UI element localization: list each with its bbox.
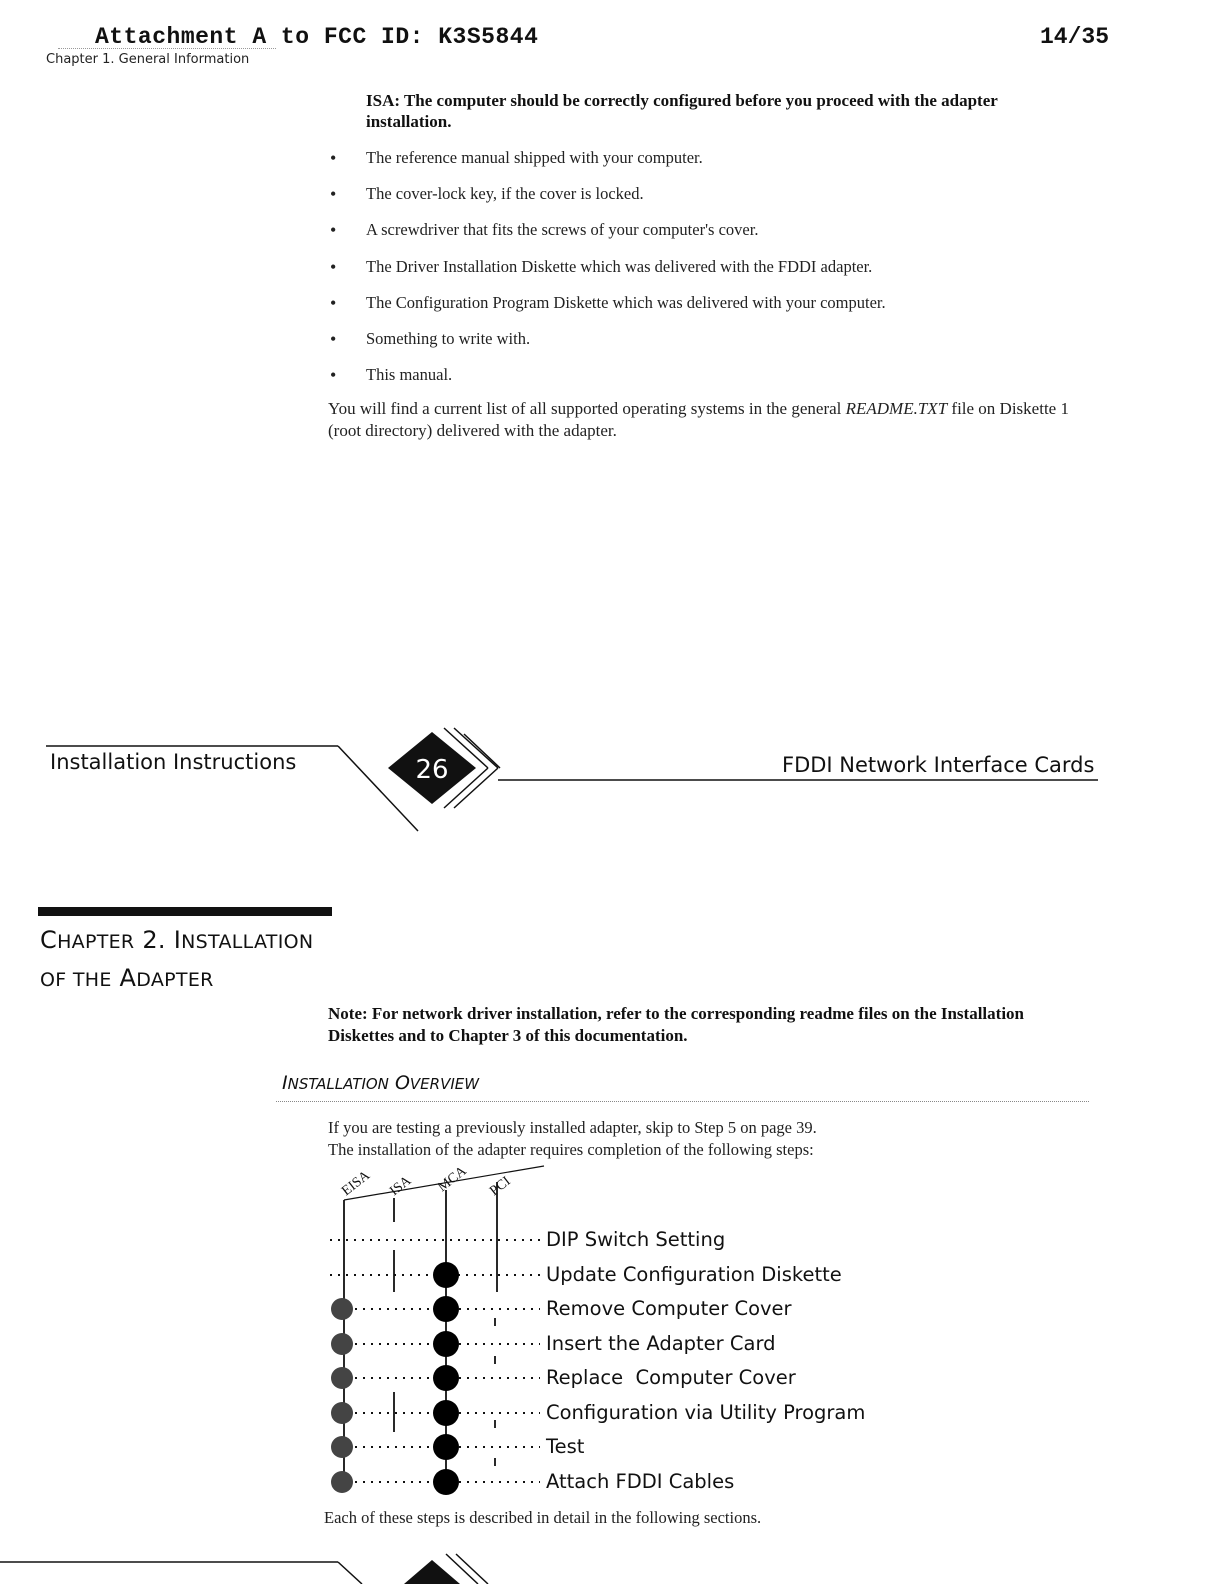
bus-label-mca: MCA [435, 1163, 470, 1196]
running-chapter-label: Chapter 1. General Information [46, 52, 250, 67]
closing-sentence: Each of these steps is described in detail in the following sections. [324, 1508, 762, 1527]
attachment-title: Attachment A to FCC ID: K3S5844 [95, 24, 539, 50]
footer-right-label: FDDI Network Interface Cards [782, 753, 1095, 777]
list-item: • The Driver Installation Diskette which was delivered with the FDDI adapter. [330, 256, 873, 277]
mca-step-marker [433, 1331, 459, 1357]
eisa-step-marker [331, 1298, 353, 1320]
step-label: Insert the Adapter Card [546, 1332, 776, 1355]
page-number: 26 [415, 755, 449, 785]
bus-label-pci: PCI [487, 1173, 514, 1200]
footer-left-label: Installation Instructions [50, 750, 297, 774]
readme-filename: README.TXT [845, 399, 948, 418]
list-item: • This manual. [330, 365, 453, 386]
page-counter: 14/35 [1040, 24, 1110, 50]
list-item: • A screwdriver that fits the screws of your computer's cover. [330, 220, 759, 241]
step-label: Remove Computer Cover [546, 1297, 792, 1320]
intro-line-2: The installation of the adapter requires completion of the following steps: [328, 1140, 814, 1159]
step-label: Replace Computer Cover [546, 1366, 796, 1389]
eisa-step-marker [331, 1436, 353, 1458]
eisa-step-marker [331, 1367, 353, 1389]
list-item: • The Configuration Program Diskette which was delivered with your computer. [330, 292, 886, 313]
eisa-step-marker [331, 1402, 353, 1424]
chapter-title: CHAPTER 2. INSTALLATION OF THE ADAPTER [40, 926, 314, 992]
bus-label-isa: ISA [387, 1173, 415, 1200]
mca-step-marker [433, 1400, 459, 1426]
intro-line-1: If you are testing a previously installed adapter, skip to Step 5 on page 39. [328, 1118, 817, 1137]
mca-step-marker [433, 1262, 459, 1288]
step-label: Update Configuration Diskette [546, 1263, 842, 1286]
eisa-step-marker [331, 1471, 353, 1493]
step-label: DIP Switch Setting [546, 1228, 726, 1251]
eisa-step-marker [331, 1333, 353, 1355]
section-title: INSTALLATION OVERVIEW [282, 1072, 480, 1094]
list-item: • Something to write with. [330, 328, 531, 349]
list-item: • The cover-lock key, if the cover is locked. [330, 184, 644, 205]
supported-os-paragraph: You will find a current list of all supported operating systems in the general README.TXT file on Diskette 1 (root directory) delivered with the adapter. [328, 399, 1069, 440]
mca-step-marker [433, 1434, 459, 1460]
step-label: Test [546, 1435, 585, 1458]
list-item: • The reference manual shipped with your computer. [330, 148, 703, 168]
mca-step-marker [433, 1469, 459, 1495]
step-label: Configuration via Utility Program [546, 1401, 866, 1424]
isa-note: ISA: The computer should be correctly configured before you proceed with the adapter installation. [366, 91, 998, 131]
step-label: Attach FDDI Cables [546, 1470, 735, 1493]
mca-step-marker [433, 1365, 459, 1391]
driver-note: Note: For network driver installation, refer to the corresponding readme files on the Installation Diskettes and to Chapter 3 of this documentation. [328, 1004, 1024, 1045]
next-page-footer-fragment [0, 1550, 1224, 1584]
mca-step-marker [433, 1296, 459, 1322]
bus-label-eisa: EISA [339, 1168, 373, 1200]
